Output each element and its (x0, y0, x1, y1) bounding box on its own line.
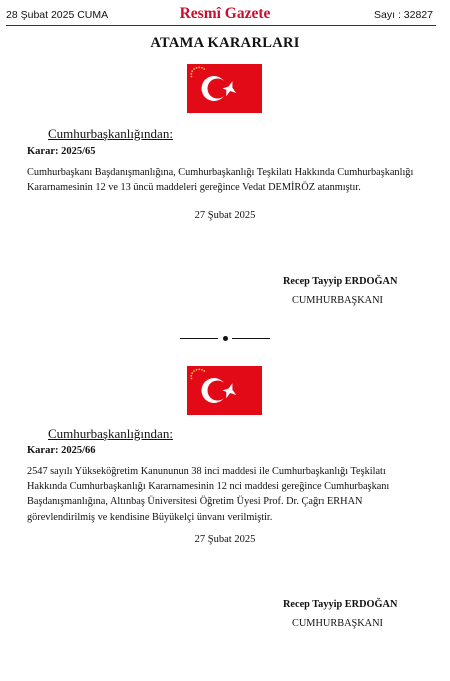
page-title: ATAMA KARARLARI (150, 35, 300, 51)
signer-name: Recep Tayyip ERDOĞAN (283, 276, 398, 287)
decision-text-line: Kararnamesinin 12 ve 13 üncü maddeleri gereğince Vedat DEMİRÖZ atanmıştır. (27, 182, 361, 194)
header-divider (6, 25, 436, 26)
decision-text-line: Başdanışmanlığına, Altınbaş Üniversitesi Öğretim Üyesi Prof. Dr. Çağrı ERHAN (27, 496, 363, 508)
institution-heading: Cumhurbaşkanlığından: (48, 126, 173, 141)
decision-text-line: Cumhurbaşkanı Başdanışmanlığına, Cumhurbaşkanlığı Teşkilatı Hakkında Cumhurbaşkanlığı (27, 167, 414, 178)
decision-date: 27 Şubat 2025 (194, 534, 256, 545)
turkish-flag-emblem (187, 64, 262, 113)
gazette-title: Resmî Gazete (179, 5, 271, 22)
signer-title: CUMHURBAŞKANI (292, 618, 383, 629)
decision-number: Karar: 2025/66 (27, 445, 96, 456)
separator-line-right (232, 338, 270, 339)
signer-title: CUMHURBAŞKANI (292, 295, 383, 306)
separator-line-left (180, 338, 218, 339)
turkish-flag-emblem (187, 366, 262, 415)
decision-date: 27 Şubat 2025 (194, 210, 256, 221)
institution-heading: Cumhurbaşkanlığından: (48, 426, 173, 441)
decision-text-line: görevlendirilmiş ve kendisine Büyükelçi ünvanı verilmiştir. (27, 511, 273, 523)
flag-icon (187, 64, 262, 113)
gazette-issue-number: Sayı : 32827 (374, 9, 433, 21)
gazette-date: 28 Şubat 2025 CUMA (6, 9, 109, 21)
flag-icon (187, 366, 262, 415)
decision-text (27, 464, 427, 525)
decision-text-line: Hakkında Cumhurbaşkanlığı Kararnamesinin 12 nci maddesi gereğince Cumhurbaşkanı (27, 481, 390, 493)
signer-name: Recep Tayyip ERDOĞAN (283, 599, 398, 610)
decision-text-line: 2547 sayılı Yükseköğretim Kanununun 38 inci maddesi ile Cumhurbaşkanlığı Teşkilatı (27, 466, 386, 477)
decision-number: Karar: 2025/65 (27, 146, 96, 157)
separator-dot (223, 336, 228, 341)
section-separator (180, 334, 270, 344)
decision-text (27, 165, 427, 195)
